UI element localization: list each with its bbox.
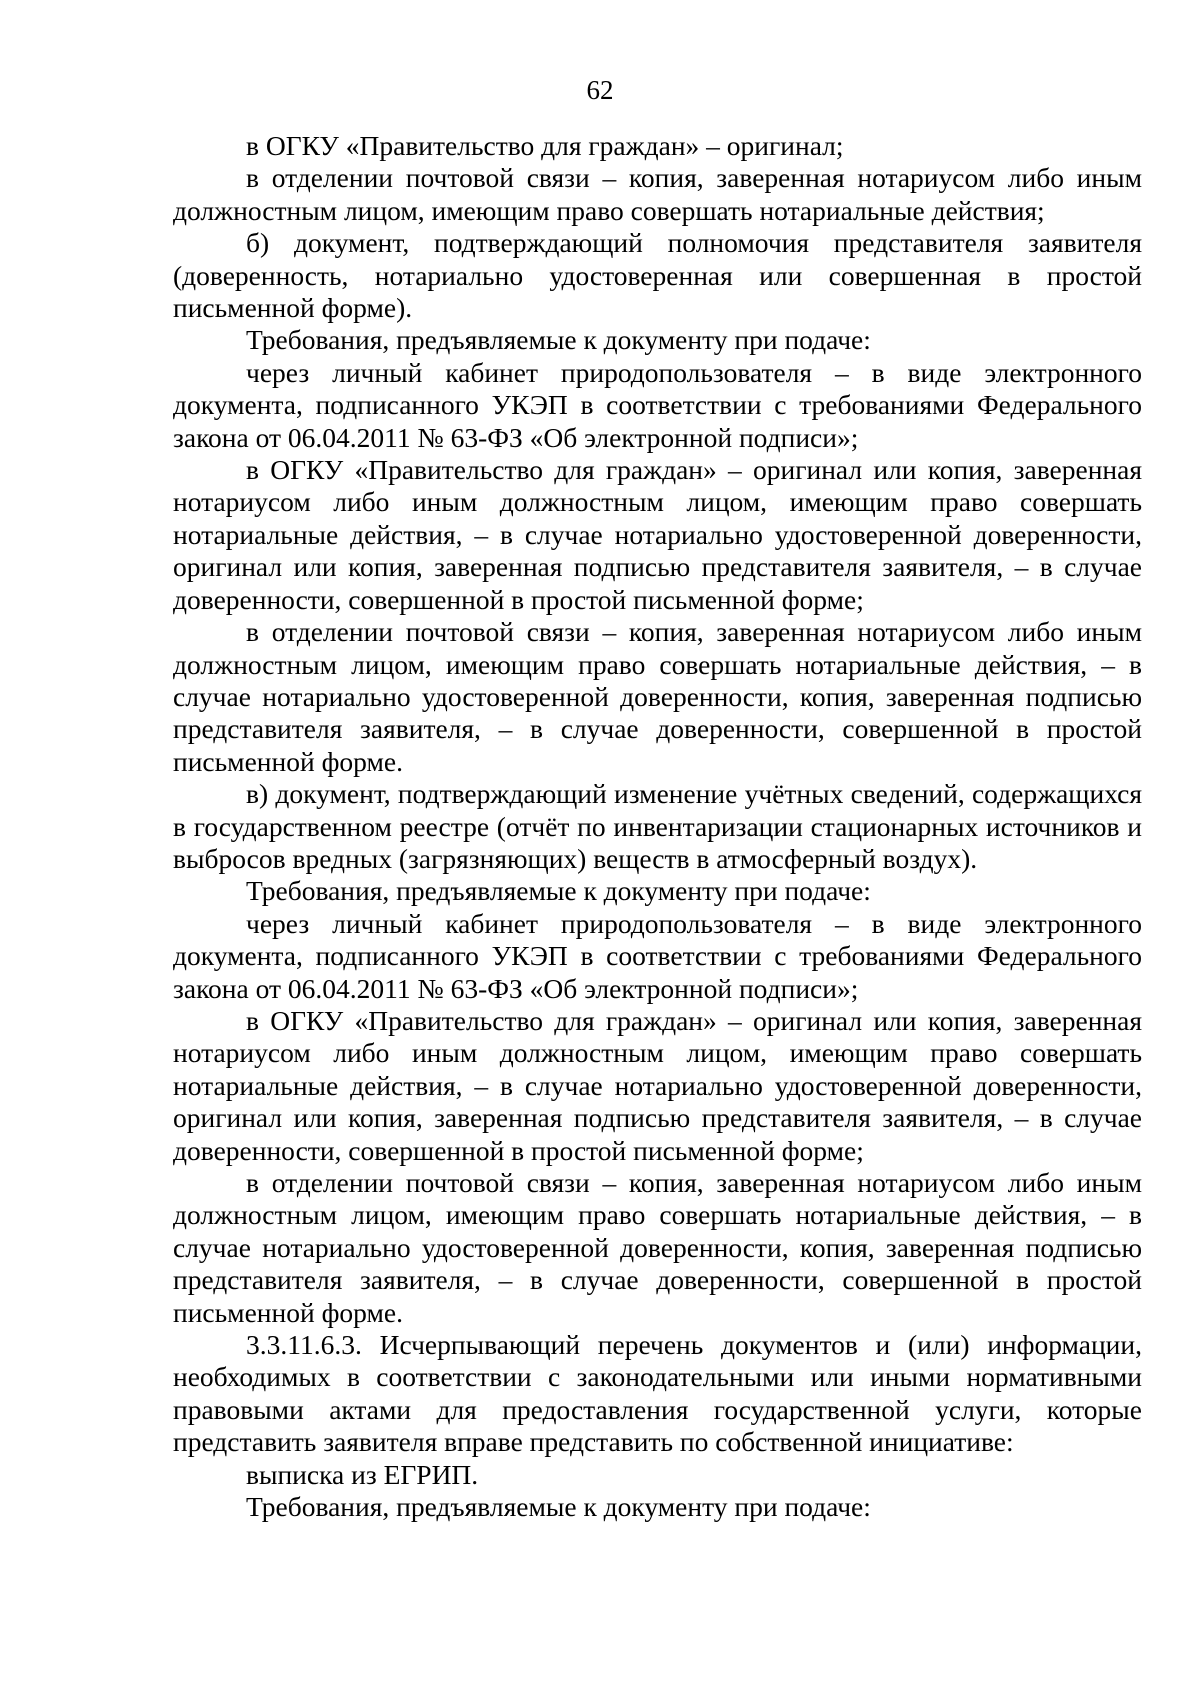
paragraph: Требования, предъявляемые к документу при подаче: bbox=[246, 1491, 871, 1523]
paragraph: через личный кабинет природопользователя – в виде электронного документа, подписанного УКЭП в соответствии с требованиями Федерального закона от 06.04.2011 № 63-ФЗ «Об электронной подписи»; bbox=[173, 356, 1142, 453]
paragraph: в отделении почтовой связи – копия, заверенная нотариусом либо иным должностным лицом, имеющим право совершать нотариальные действия, – в случае нотариально удостоверенной доверенности, копия, заверенная подписью представителя заявителя, – в случае доверенности, совершенной в простой письменной форме. bbox=[173, 616, 1142, 777]
paragraph: выписка из ЕГРИП. bbox=[246, 1458, 479, 1490]
paragraph: в отделении почтовой связи – копия, заверенная нотариусом либо иным должностным лицом, имеющим право совершать нотариальные действия, – в случае нотариально удостоверенной доверенности, копия, заверенная подписью представителя заявителя, – в случае доверенности, совершенной в простой письменной форме. bbox=[173, 1167, 1142, 1328]
paragraph: б) документ, подтверждающий полномочия представителя заявителя (доверенность, нотариально удостоверенная или совершенная в простой письменной форме). bbox=[173, 227, 1142, 324]
document-body bbox=[173, 130, 1142, 1523]
paragraph: в ОГКУ «Правительство для граждан» – оригинал или копия, заверенная нотариусом либо иным должностным лицом, имеющим право совершать нотариальные действия, – в случае нотариально удостоверенной доверенности, оригинал или копия, заверенная подписью представителя заявителя, – в случае доверенности, совершенной в простой письменной форме; bbox=[173, 1004, 1142, 1166]
paragraph: в ОГКУ «Правительство для граждан» – оригинал или копия, заверенная нотариусом либо иным должностным лицом, имеющим право совершать нотариальные действия, – в случае нотариально удостоверенной доверенности, оригинал или копия, заверенная подписью представителя заявителя, – в случае доверенности, совершенной в простой письменной форме; bbox=[173, 454, 1142, 615]
paragraph: в отделении почтовой связи – копия, заверенная нотариусом либо иным должностным лицом, имеющим право совершать нотариальные действия; bbox=[173, 162, 1142, 226]
paragraph: Требования, предъявляемые к документу при подаче: bbox=[246, 324, 871, 356]
paragraph: через личный кабинет природопользователя – в виде электронного документа, подписанного УКЭП в соответствии с требованиями Федерального закона от 06.04.2011 № 63-ФЗ «Об электронной подписи»; bbox=[173, 907, 1142, 1004]
paragraph: Требования, предъявляемые к документу при подаче: bbox=[246, 875, 871, 907]
page-number: 62 bbox=[586, 75, 614, 105]
paragraph: в) документ, подтверждающий изменение учётных сведений, содержащихся в государственном реестре (отчёт по инвентаризации стационарных источников и выбросов вредных (загрязняющих) веществ в атмосферный воздух). bbox=[173, 778, 1142, 874]
paragraph: в ОГКУ «Правительство для граждан» – оригинал; bbox=[246, 130, 844, 161]
paragraph: 3.3.11.6.3. Исчерпывающий перечень документов и (или) информации, необходимых в соответствии с законодательными или иными нормативными правовыми актами для предоставления государственной услуги, которые представить заявителя вправе представить по собственной инициативе: bbox=[173, 1329, 1142, 1458]
